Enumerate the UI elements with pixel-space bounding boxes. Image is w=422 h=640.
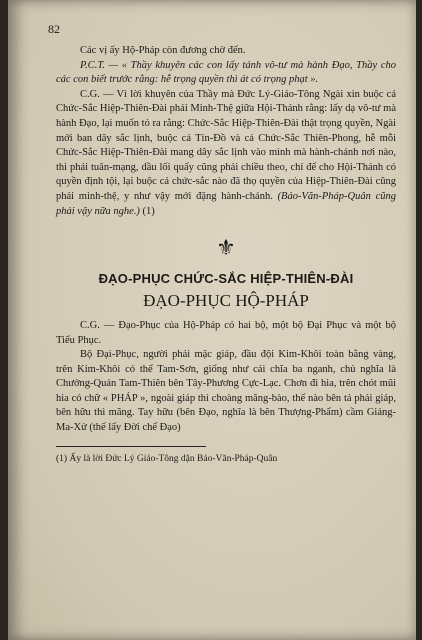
- paragraph-3-body: C.G. — Vì lời khuyên của Thầy mà Đức Lý-Giáo-Tông Ngài xin buộc cả Chức-Sắc Hiệp-Thiên-Đài phải Minh-Thệ giữa Hội-Thánh rằng: lấy dạ vô-tư mà hành Đạo, lại muốn tỏ ra rằng: Chức-Sắc Hiệp-Thiên-Đài thật trọng quyền, Ngài mới ban dây sắc lịnh, buộc cả Tín-Đồ và cả Chức-Sắc Thiên-Phong, hễ mỗi Chức-Sắc Hiệp-Thiên-Đài mang dây sắc lịnh vào mình mà hành-chánh nơi nào, thì phải tuân-mạng, dầu lối quấy cũng phải chiều theo, chỉ để cho Hội-Thánh có quyền định tội, lại buộc cả chức-sắc nào đã thọ quyền của Hiệp-Thiên-Đài cũng phải minh-thệ, y như vậy mới đặng hành-chánh.: [56, 88, 396, 202]
- paragraph-1: Các vị ấy Hộ-Pháp còn đương chờ đến.: [80, 45, 246, 56]
- footnote: (1) Ấy là lời Đức Lý Giáo-Tông dặn Bảo-Văn-Pháp-Quân: [56, 453, 278, 464]
- section-heading: ĐẠO-PHỤC CHỨC-SẮC HIỆP-THIÊN-ĐÀI: [98, 270, 354, 286]
- paragraph-5: Bộ Đại-Phục, người phải mặc giáp, đầu đội Kim-Khôi toàn bằng vàng, trên Kim-Khôi có thể Tam-Sơn, giống như cái chĩa ba nganh, chủ nghĩa là Chưởng-Quản Tam-Thiên bên Tây-Phương Cực-Lạc. Chơn đi hia, trên chót mũi hia có chữ « PHÁP », ngoài giáp thì choàng mãng-bào, thế nào bên tả phải giáp, bên hữu thì mãng. Tay hữu (bên Đạo, nghĩa là bên Thượng-Phẩm) cầm Giáng-Ma-Xử (thế lấy Đời chế Đạo): [56, 349, 396, 434]
- paragraph-3-italic-note: (Bảo-Văn-Pháp-Quân cũng phải vậy nữa nghe.): [56, 190, 396, 217]
- paragraph-3: [56, 88, 396, 219]
- paragraph-2-quote: P.C.T. — « Thầy khuyên các con lấy tánh vô-tư mà hành Đạo, Thầy cho các con biết trước rằng: hễ trọng quyền thì át có trọng phạt ».: [56, 59, 396, 86]
- subsection-heading: ĐẠO-PHỤC HỘ-PHÁP: [143, 291, 309, 311]
- book-page: [8, 0, 416, 640]
- footnote-marker: (1): [142, 205, 155, 217]
- footnote-divider: [56, 446, 206, 447]
- page-number: 82: [48, 22, 60, 36]
- page-content: [56, 44, 396, 466]
- fleur-de-lis-ornament: ⚜: [216, 235, 236, 261]
- paragraph-4: C.G. — Đạo-Phục của Hộ-Pháp có hai bộ, một bộ Đại Phục và một bộ Tiểu Phục.: [56, 319, 396, 346]
